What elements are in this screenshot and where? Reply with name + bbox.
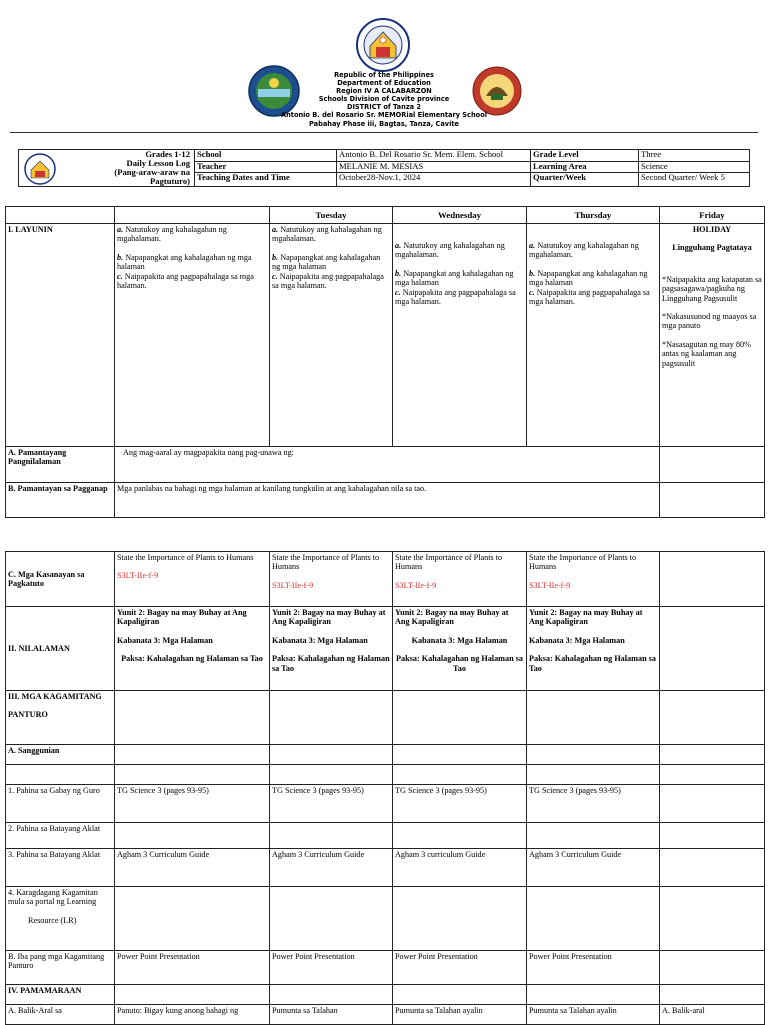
lesson-table-part1 <box>5 206 765 518</box>
kagamitan-label: III. MGA KAGAMITANG PANTURO <box>6 691 115 745</box>
nilalaman-monday: Yunit 2: Bagay na may Buhay at Ang Kapaligiran Kabanata 3: Mga Halaman Paksa: Kahalagahan ng Halaman sa Tao <box>115 607 270 691</box>
iba-tuesday: Power Point Presentation <box>270 951 393 985</box>
iba-label: B. Iba pang mga Kagamitang Panturo <box>6 951 115 985</box>
balik-friday: A. Balik-aral <box>660 1005 765 1025</box>
deped-logo-icon <box>21 152 59 186</box>
layunin-wednesday: a. Natutukoy ang kahalagahan ng mgahalaman. b. Napapangkat ang kahalagahan ng mga halaman c. Naipapakita ang pagpapahalaga sa mga halaman. <box>393 224 527 447</box>
pagganap-text: Mga panlabas na bahagi ng mga halaman at kanilang tungkulin at ang kahalagahan nila sa tao. <box>115 483 660 518</box>
nilalaman-wednesday: Yunit 2: Bagay na may Buhay at Ang Kapaligiran Kabanata 3: Mga Halaman Paksa: Kahalagahan ng Halaman sa Tao <box>393 607 527 691</box>
header-school: Antonio B. del Rosario Sr. MEMORial Elementary School <box>281 111 487 119</box>
quarter-label: Quarter/Week <box>531 173 639 187</box>
grade-value: Three <box>639 150 750 162</box>
header-region: Region IV A CALABARZON <box>336 87 432 95</box>
school-value: Antonio B. Del Rosario Sr. Mem. Elem. School <box>337 150 531 162</box>
day-friday: Friday <box>660 207 765 224</box>
layunin-thursday: a. Natutukoy ang kahalagahan ng mgahalaman. b. Napapangkat ang kahalagahan ng mga halaman c. Naipapakita ang pagpapahalaga sa mga halaman. <box>527 224 660 447</box>
teacher-value: MELANIE M. MESIAS <box>337 161 531 173</box>
gabay-thursday: TG Science 3 (pages 93-95) <box>527 785 660 823</box>
layunin-friday: HOLIDAY Lingguhang Pagtataya *Naipapakita ang katapatan sa pagsasagawa/pagkuha ng Lingguhang Pagsusulit *Nakasusunod ng maayos sa mga panuto *Nasasagutan ng may 80% antas ng kaalaman ang pagsusulit <box>660 224 765 447</box>
dates-label: Teaching Dates and Time <box>195 173 337 187</box>
nilalaman-label: II. NILALAMAN <box>6 607 115 691</box>
balik-tuesday: Pumunta sa Talahan <box>270 1005 393 1025</box>
iba-monday: Power Point Presentation <box>115 951 270 985</box>
header-department: Department of Education <box>337 79 431 87</box>
gabay-label: 1. Pahina sa Gabay ng Guro <box>6 785 115 823</box>
day-wednesday: Wednesday <box>393 207 527 224</box>
day-tuesday: Tuesday <box>270 207 393 224</box>
layunin-label: I. LAYUNIN <box>6 224 115 447</box>
balik-label: A. Balik-Aral sa <box>6 1005 115 1025</box>
iba-wednesday: Power Point Presentation <box>393 951 527 985</box>
pamamaraan-label: IV. PAMAMARAAN <box>6 985 115 1005</box>
dll-log-sub2: Pagtuturo) <box>150 176 190 186</box>
header-republic: Republic of the Philippines <box>334 71 434 79</box>
kasanayan-thursday: State the Importance of Plants to Humans S3LT-IIe-f-9 <box>527 552 660 607</box>
batayang3-wednesday: Agham 3 curriculum Guide <box>393 849 527 887</box>
grade-label: Grade Level <box>531 150 639 162</box>
teacher-label: Teacher <box>195 161 337 173</box>
header-address: Pabahay Phase iii, Bagtas, Tanza, Cavite <box>309 120 459 128</box>
karagdagang-label: 4. Karagdagang Kagamitan mula sa portal ng Learning Resource (LR) <box>6 887 115 951</box>
batayang3-tuesday: Agham 3 Curriculum Guide <box>270 849 393 887</box>
kasanayan-wednesday: State the Importance of Plants to Humans S3LT-IIe-f-9 <box>393 552 527 607</box>
header-district: DISTRICT of Tanza 2 <box>347 103 421 111</box>
pagganap-label: B. Pamantayan sa Pagganap <box>6 483 115 518</box>
balik-wednesday: Pumunta sa Talahan ayalin <box>393 1005 527 1025</box>
pamantayang-text: Ang mag-aaral ay magpapakita nang pag-unawa ng: <box>115 447 660 483</box>
kasanayan-monday: State the Importance of Plants to Humans S3LT-IIe-f-9 <box>115 552 270 607</box>
dates-value: October28-Nov.1, 2024 <box>337 173 531 187</box>
day-monday <box>115 207 270 224</box>
gabay-tuesday: TG Science 3 (pages 93-95) <box>270 785 393 823</box>
kasanayan-tuesday: State the Importance of Plants to Humans S3LT-IIe-f-9 <box>270 552 393 607</box>
kasanayan-label: C. Mga Kasanayan sa Pagkatuto <box>6 552 115 607</box>
sanggunian-label: A. Sanggunian <box>6 745 115 765</box>
balik-thursday: Pumunta sa Talahan ayalin <box>527 1005 660 1025</box>
iba-thursday: Power Point Presentation <box>527 951 660 985</box>
gabay-monday: TG Science 3 (pages 93-95) <box>115 785 270 823</box>
deped-seal-icon <box>356 18 410 72</box>
layunin-monday: a. Natutukoy ang kahalagahan ng mgahalaman. b. Napapangkat ang kahalagahan ng mga halaman c. Naipapakita ang pagpapahalaga sa mga halaman. <box>115 224 270 447</box>
header-divider <box>10 132 758 133</box>
day-thursday: Thursday <box>527 207 660 224</box>
batayang3-monday: Agham 3 Curriculum Guide <box>115 849 270 887</box>
area-label: Learning Area <box>531 161 639 173</box>
dll-log-sub: (Pang-araw-araw na <box>114 167 190 177</box>
batayang2-label: 2. Pahina sa Batayang Aklat <box>6 823 115 849</box>
nilalaman-tuesday: Yunit 2: Bagay na may Buhay at Ang Kapaligiran Kabanata 3: Mga Halaman Paksa: Kahalagahan ng Halaman sa Tao <box>270 607 393 691</box>
lesson-table-part2 <box>5 551 765 1025</box>
dll-info-table <box>18 149 750 187</box>
header-division: Schools Division of Cavite province <box>318 95 450 103</box>
layunin-tuesday: a. Natutukoy ang kahalagahan ng mgahalaman. b. Napapangkat ang kahalagahan ng mga halaman c. Naipapakita ang pagpapahalaga sa mga halaman. <box>270 224 393 447</box>
batayang3-label: 3. Pahina sa Batayang Aklat <box>6 849 115 887</box>
area-value: Science <box>639 161 750 173</box>
nilalaman-thursday: Yunit 2: Bagay na may Buhay at Ang Kapaligiran Kabanata 3: Mga Halaman Paksa: Kahalagahan ng Halaman sa Tao <box>527 607 660 691</box>
school-label: School <box>195 150 337 162</box>
gabay-wednesday: TG Science 3 (pages 93-95) <box>393 785 527 823</box>
batayang3-thursday: Agham 3 Curriculum Guide <box>527 849 660 887</box>
dll-log-title: Daily Lesson Log <box>126 158 190 168</box>
dll-grades: Grades 1-12 <box>145 149 190 159</box>
balik-monday: Panuto: Bigay kung anong bahagi ng <box>115 1005 270 1025</box>
pamantayang-label: A. Pamantayang Pangnilalaman <box>6 447 115 483</box>
quarter-value: Second Quarter/ Week 5 <box>639 173 750 187</box>
